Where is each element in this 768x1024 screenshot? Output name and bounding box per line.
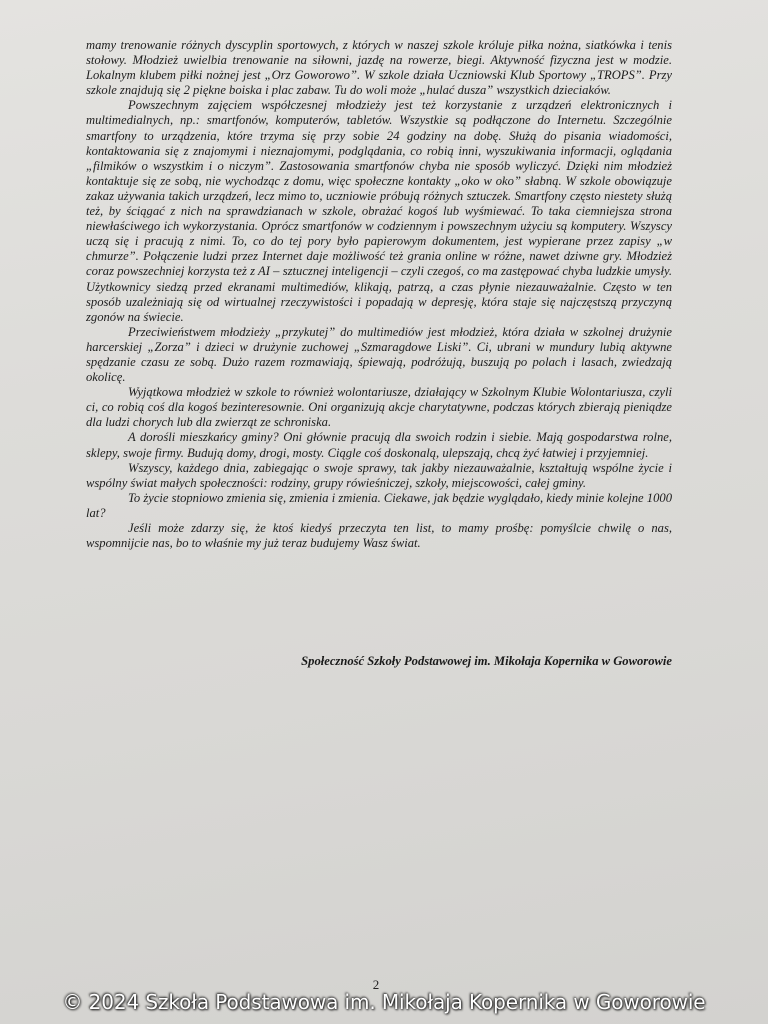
signature: Społeczność Szkoły Podstawowej im. Mikołaja Kopernika w Goworowie <box>301 654 672 668</box>
paragraph: Jeśli może zdarzy się, że ktoś kiedyś przeczyta ten list, to mamy prośbę: pomyślcie chwilę o nas, wspomnijcie nas, bo to właśnie my już teraz budujemy Wasz świat. <box>86 521 672 551</box>
paragraph: Wyjątkowa młodzież w szkole to również wolontariusze, działający w Szkolnym Klubie Wolontariusza, czyli ci, co robią coś dla kogoś bezinteresownie. Oni organizują akcje charytatywne, podczas których zbierają pieniądze dla ludzi chorych lub dla zwierząt ze schroniska. <box>86 385 672 430</box>
paragraph: mamy trenowanie różnych dyscyplin sportowych, z których w naszej szkole króluje piłka nożna, siatkówka i tenis stołowy. Młodzież uwielbia trenowanie na siłowni, jazdę na rowerze, biegi. Aktywność fizyczna jest w modzie. Lokalnym klubem piłki nożnej jest „Orz Goworowo”. W szkole działa Uczniowski Klub Sportowy „TROPS”. Przy szkole znajdują się 2 piękne boiska i plac zabaw. Tu do woli może „hulać dusza” wszystkich dzieciaków. <box>86 38 672 98</box>
copyright-watermark: © 2024 Szkoła Podstawowa im. Mikołaja Kopernika w Goworowie <box>62 990 706 1014</box>
page-number: 2 <box>372 977 380 992</box>
paragraph: Powszechnym zajęciem współczesnej młodzieży jest też korzystanie z urządzeń elektronicznych i multimedialnych, np.: smartfonów, komputerów, tabletów. Wszystkie są podłączone do Internetu. Szczególnie smartfony to urządzenia, które trzyma się przy sobie 24 godziny na dobę. Służą do pisania wiadomości, kontaktowania się z znajomymi i nieznajomymi, podglądania, co robią inni, wyszukiwania informacji, oglądania „filmików o wszystkim i o niczym”. Zastosowania smartfonów chyba nie sposób wyliczyć. Dzięki nim młodzież kontaktuje się ze sobą, nie wychodząc z domu, więc społeczne kontakty „oko w oko” słabną. W szkole obowiązuje zakaz używania takich urządzeń, lecz mimo to, uczniowie próbują różnych sztuczek. Smartfony często niestety służą też, by ściągać z nich na sprawdzianach w szkole, obrażać kogoś lub wyśmiewać. To taka ciemniejsza strona niewłaściwego ich wykorzystania. Oprócz smartfonów w codziennym i powszechnym użyciu są komputery. Wszyscy uczą się i pracują z nimi. To, co do tej pory było papierowym dokumentem, jest wypierane przez zapisy „w chmurze”. Połączenie ludzi przez Internet daje możliwość też grania online w różne, nawet dziwne gry. Młodzież coraz powszechniej korzysta też z AI – sztucznej inteligencji – czyli czegoś, co ma zastępować chyba ludzkie umysły. Użytkownicy siedzą przed ekranami multimediów, klikają, patrzą, a czas płynie niezauważalnie. Często w ten sposób uzależniają się od wirtualnej rzeczywistości i popadają w depresję, która staje się najczęstszą przyczyną zgonów na świecie. <box>86 98 672 324</box>
paragraph: To życie stopniowo zmienia się, zmienia i zmienia. Ciekawe, jak będzie wyglądało, kiedy minie kolejne 1000 lat? <box>86 490 672 520</box>
paragraph: Przeciwieństwem młodzieży „przykutej” do multimediów jest młodzież, która działa w szkolnej drużynie harcerskiej „Zorza” i dzieci w drużynie zuchowej „Szmaragdowe Liski”. Ci, ubrani w mundury lubią aktywne spędzanie czasu ze sobą. Dużo razem rozmawiają, śpiewają, podróżują, buszują po polach i lasach, zwiedzają okolicę. <box>86 324 672 385</box>
paragraph: Wszyscy, każdego dnia, zabiegając o swoje sprawy, tak jakby niezauważalnie, kształtują wspólne życie i wspólny świat małych społeczności: rodziny, grupy rówieśniczej, szkoły, miejscowości, całej gminy. <box>86 460 672 490</box>
paragraph: A dorośli mieszkańcy gminy? Oni głównie pracują dla swoich rodzin i siebie. Mają gospodarstwa rolne, sklepy, swoje firmy. Budują domy, drogi, mosty. Ciągle coś doskonalą, ulepszają, chcą żyć łatwiej i przyjemniej. <box>86 430 672 460</box>
letter-body <box>86 38 672 551</box>
